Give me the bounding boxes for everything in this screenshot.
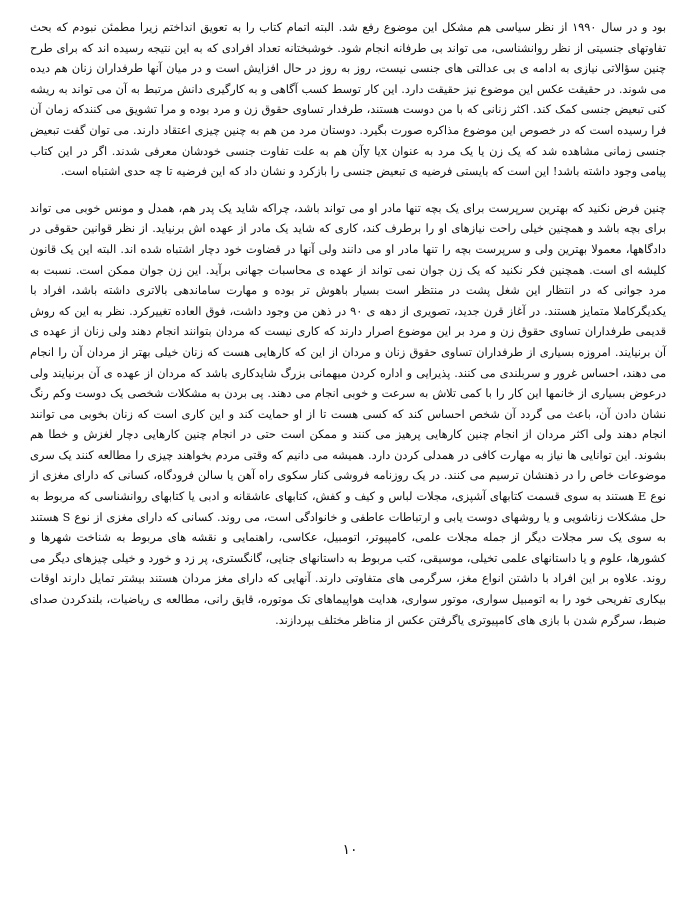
paragraph-1: بود و در سال ۱۹۹۰ از نظر سیاسی هم مشکل این موضوع رفع شد. البته اتمام کتاب را به تعویق انداختم زیرا مطمئن نبودم که بحث تفاوتهای جنسیتی از نظر روانشناسی، می تواند بی طرفانه انجام شود. خوشبختانه تعداد افرادی که به این نتیجه رسیده اند که برای طرح چنین سؤالاتی نیازی به ادامه ی بی عدالتی های جنسی نیست، روز به روز در حال افزایش است و در میان آنها طرفداران زنان هم دیده می شوند. در حقیقت عکس این موضوع نیز حقیقت دارد. این کار توسط کسب آگاهی و به کارگیری دانش مرتبط به آن می تواند به ریشه کنی تبعیض جنسی کمک کند. اکثر زنانی که با من دوست هستند، طرفدار تساوی حقوق زن و مرد بوده و مرا تشویق می کنندکه زمان آن فرا رسیده است که در خصوص این موضوع مذاکره صورت بگیرد. دوستان مرد من هم به چنین چیزی اعتقاد دارند. می توان گفت تبعیض جنسی زمانی مشاهده شد که یک زن یا یک مرد به عنوان xیا yآن هم به علت تفاوت جنسی خودشان معرفی شدند. اگر در این کتاب پیامی وجود داشته باشد! این است که بایستی فرضیه ی تبعیض جنسی را بازکرد و نشان داد که این فرضیه تا چه حدی اشتباه است. xyxy=(30,21,667,179)
page-number: ۱۰ xyxy=(342,842,358,858)
paragraph-2: چنین فرض نکنید که بهترین سرپرست برای یک بچه تنها مادر او می تواند باشد، چراکه شاید یک پدر هم، همدل و مونس خوبی می تواند برای بچه باشد و همچنین خیلی راحت نیازهای او را برطرف کند، کاری که شاید یک مادر از عهده اش برنیاید. از نظر قوانین حقوقی در دادگاهها، معمولا بهترین ولی و سرپرست بچه را تنها مادر او می دانند ولی آنها در قضاوت خود دچار اشتباه شده اند. البته این یک قانون کلیشه ای است. همچنین فکر نکنید که یک زن جوان نمی تواند از عهده ی محاسبات جهانی برآید. این زن جوان ممکن است. نسبت به مرد جوانی که در انتظار این شغل پشت در منتظر است بسیار باهوش تر بوده و مهارت ساماندهی بالاتری داشته باشد، افراد با یکدیگرکاملا متمایز هستند. در آغاز قرن جدید، تصویری از دهه ی ۹۰ در ذهن من وجود داشت، فوق العاده تغییرکرد. نظر به این که روش قدیمی طرفداران تساوی حقوق زن و مرد بر این موضوع اصرار دارند که کاری نیست که مردان بتوانند انجام دهند ولی زنان از عهده ی آن برنیایند. امروزه بسیاری از طرفداران تساوی حقوق زنان و مردان از این که کارهایی هست که زنان خیلی بهتر از مردان آن را انجام می دهند، احساس غرور و سربلندی می کنند. پذیرایی و اداره کردن میهمانی بزرگ شایدکاری باشد که مردان از عهده ی آن برنیایند ولی درعوض بسیاری از خانمها این کار را با کمی تلاش به سرعت و خوبی انجام می دهند. پی بردن به مشکلات شخصی یک دوست وکم رنگ نشان دادن آن، باعث می گردد آن شخص احساس کند که کسی هست تا از او حمایت کند و این کاری است که زنان بخوبی می توانند انجام دهند ولی اکثر مردان از انجام چنین کارهایی پرهیز می کنند و ممکن است حتی در انجام چنین کارهایی دچار لغزش و خطا هم بشوند. این توانایی ها نیاز به مهارت کافی در همدلی کردن دارد. همیشه می دانیم که وقتی مردم بخواهند چیزی را مطالعه کنند یک سری موضوعات خاص را در ذهنشان ترسیم می کنند. در یک روزنامه فروشی کنار سکوی راه آهن یا سالن فرودگاه، کسانی که دارای مغزی از نوع E هستند به سوی قسمت کتابهای آشپزی، مجلات لباس و کیف و کفش، کتابهای عاشقانه و ادبی یا کتابهای روانشناسی که مربوط به حل مشکلات زناشویی و یا روشهای دوست یابی و ارتباطات عاطفی و خانوادگی است، می روند. کسانی که دارای مغزی از نوع S هستند به سوی یک سر مجلات دیگر از جمله مجلات علمی، کامپیوتر، اتومبیل، عکاسی، راهنمایی و نقشه های مربوط به شناخت شهرها و کشورها، علوم و یا داستانهای علمی تخیلی، موسیقی، کتب مربوط به داستانهای جنایی، گانگستری، پر زد و خورد و خیلی چیزهای دیگر می روند. علاوه بر این افراد با داشتن انواع مغز، سرگرمی های متفاوتی دارند. آنهایی که دارای مغز مردان هستند بیشتر تمایل دارند اوقات بیکاری تفریحی خود را به اتومبیل سواری، موتور سواری، هدایت هواپیماهای تک موتوره، قایق رانی، مطالعه ی ریاضیات، بلندکردن صدای ضبط، سرگرم شدن با بازی های کامپیوتری یاگرفتن عکس از مناظر مختلف بپردازند. xyxy=(30,201,667,627)
